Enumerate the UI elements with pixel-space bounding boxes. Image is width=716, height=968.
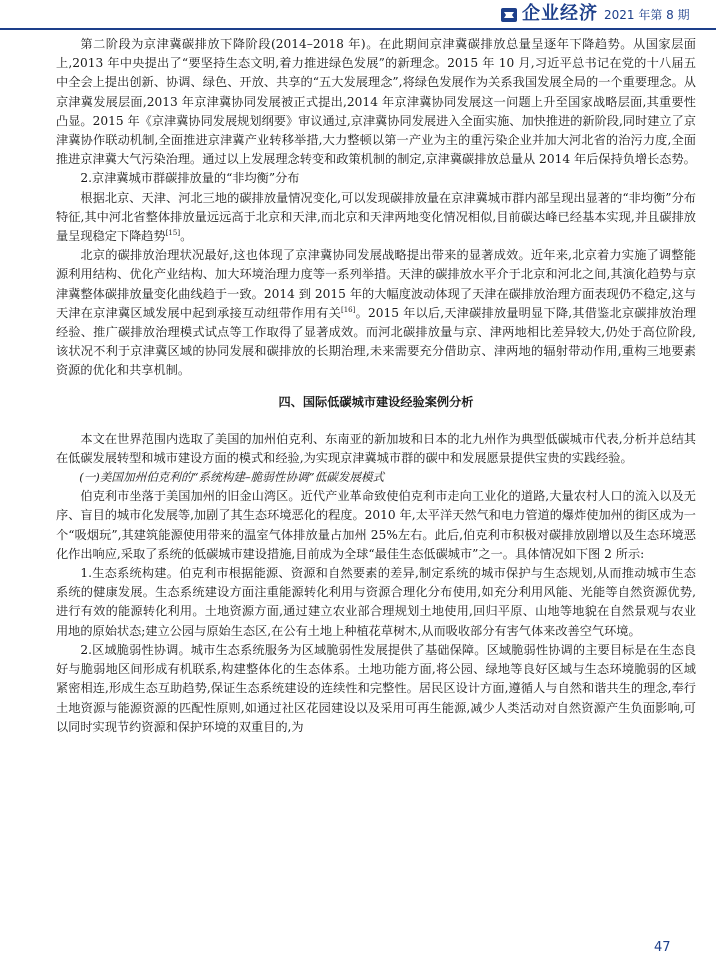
subheading-berkeley: (一)美国加州伯克利的“系统构建–脆弱性协调”低碳发展模式 [79,470,385,485]
journal-header [0,0,716,30]
citation-15: [15] [165,228,181,237]
issue-label: 2021 年第 8 期 [604,8,690,22]
page-number: 47 [654,940,671,955]
section-heading: 四、国际低碳城市建设经验案例分析 [278,394,474,409]
citation-16: [16] [341,305,356,314]
paragraph-case-intro: 本文在世界范围内选取了美国的加州伯克利、东南亚的新加坡和日本的北九州作为典型低碳城市代表,分析并总结其在低碳发展转型和城市建设方面的模式和经验,为实现京津冀城市群的碳中和发展愿景提供宝贵的实践经验。 [56,431,696,465]
paragraph-ecosystem-construction: 1.生态系统构建。伯克利市根据能源、资源和自然要素的差异,制定系统的城市保护与生态规划,从而推动城市生态系统的健康发展。生态系统建设方面注重能源转化利用与资源合理化分布使用,如充分利用风能、光能等自然资源优势,进行有效的能源转化利用。土地资源方面,通过建立农业部合理规划土地使用,回归平原、山地等地貌在自然景观与农业用地的原始状态;建立公园与原始生态区,在公有土地上种植花草树木,从而吸收部分有害气体来改善空气环境。 [56,566,696,638]
paragraph-stage-two: 第二阶段为京津冀碳排放下降阶段(2014–2018 年)。在此期间京津冀碳排放总量呈逐年下降趋势。从国家层面上,2013 年中央提出了“要坚持生态文明,着力推进绿色发展”的新理念。2015 年 10 月,习近平总书记在党的十八届五中全会上提出创新、协调、绿色、开放、共享的“五大发展理念”,将绿色发展作为关系我国发展全局的一个重要理念。从京津冀发展层面,2013 年京津冀协同发展被正式提出,2014 年京津冀协同发展这一问题上升至国家战略层面,其重要性凸显。2015 年《京津冀协同发展规划纲要》审议通过,京津冀协同发展进入全面实施、加快推进的新阶段,同时建立了京津冀协作联动机制,全面推进京津冀产业转移举措,大力整顿以第一产业为主的重污染企业并加大河北省的治污力度,全面推进京津冀大气污染治理。通过以上发展理念转变和政策机制的制定,京津冀碳排放总量从 2014 年后保持负增长态势。 [56,37,696,167]
paragraph-berkeley-background: 伯克利市坐落于美国加州的旧金山湾区。近代产业革命致使伯克利市走向工业化的道路,大量农村人口的流入以及无序、盲目的城市化发展等,加剧了其生态环境恶化的程度。2010 年,太平洋天然气和电力管道的爆炸使加州的街区成为一个“吸烟玩”,其建筑能源使用带来的温室气体排放量占加州 25%左右。此后,伯克利市积极对碳排放剧增以及生态环境恶化作出响应,采取了系统的低碳城市建设措施,目前成为全球“最佳生态低碳城市”之一。具体情况如下图 2 所示: [56,489,696,561]
header-rule [0,28,716,30]
paragraph-vulnerability-coordination: 2.区域脆弱性协调。城市生态系统服务为区域脆弱性发展提供了基础保障。区域脆弱性协调的主要目标是在生态良好与脆弱地区间形成有机联系,构建整体化的生态体系。土地功能方面,将公园、绿地等良好区域与生态环境脆弱的区域紧密相连,形成生态互助趋势,保证生态系统建设的连续性和完整性。居民区设计方面,遵循人与自然和谐共生的理念,奉行土地资源与能源资源的匹配性原则,如通过社区花园建设以及采用可再生能源,减少人类活动对自然资源产生负面影响,可以同时实现节约资源和保护环境的双重目的,为 [56,642,696,734]
journal-logo-icon [500,6,518,24]
paragraph-text: 根据北京、天津、河北三地的碳排放量情况变化,可以发现碳排放量在京津冀城市群内部呈现出显著的“非均衡”分布特征,其中河北省整体排放量远远高于北京和天津,而北京和天津两地变化情况相似,目前碳达峰已经基本实现,并且碳排放量呈现稳定下降趋势 [56,190,696,244]
paragraph-text-tail: 。2015 年以后,天津碳排放量明显下降,其借鉴北京碳排放治理经验、推广碳排放治理模式试点等工作取得了显著成效。而河北碳排放量与京、津两地相比差异较大,仍处于高位阶段,该状况不利于京津冀区域的协同发展和碳排放的长期治理,未来需要充分借助京、津两地的辐射带动作用,重构三地要素资源的优化和共享机制。 [56,305,697,378]
paragraph-text: 北京的碳排放治理状况最好,这也体现了京津冀协同发展战略提出带来的显著成效。近年来,北京着力实施了调整能源利用结构、优化产业结构、加大环境治理力度等一系列举措。天津的碳排放水平介于北京和河北之间,其演化趋势与京津冀整体碳排放量变化曲线趋于一致。2014 到 2015 年的大幅度波动体现了天津在碳排放治理方面表现仍不稳定,这与天津在京津冀区域发展中起到承接互动纽带作用有关 [56,248,696,320]
subheading-uneven-distribution: 2.京津冀城市群碳排放量的“非均衡”分布 [80,171,300,186]
journal-name: 企业经济 [522,3,598,24]
paragraph-beijing-tianjin-hebei [56,246,696,380]
article-body [56,35,696,737]
paragraph-uneven-distribution: 根据北京、天津、河北三地的碳排放量情况变化,可以发现碳排放量在京津冀城市群内部呈现出显著的“非均衡”分布特征,其中河北省整体排放量远远高于北京和天津,而北京和天津两地变化情况相似,目前碳达峰已经基本实现,并且碳排放量呈现稳定下降趋势[15]。 [56,190,696,244]
